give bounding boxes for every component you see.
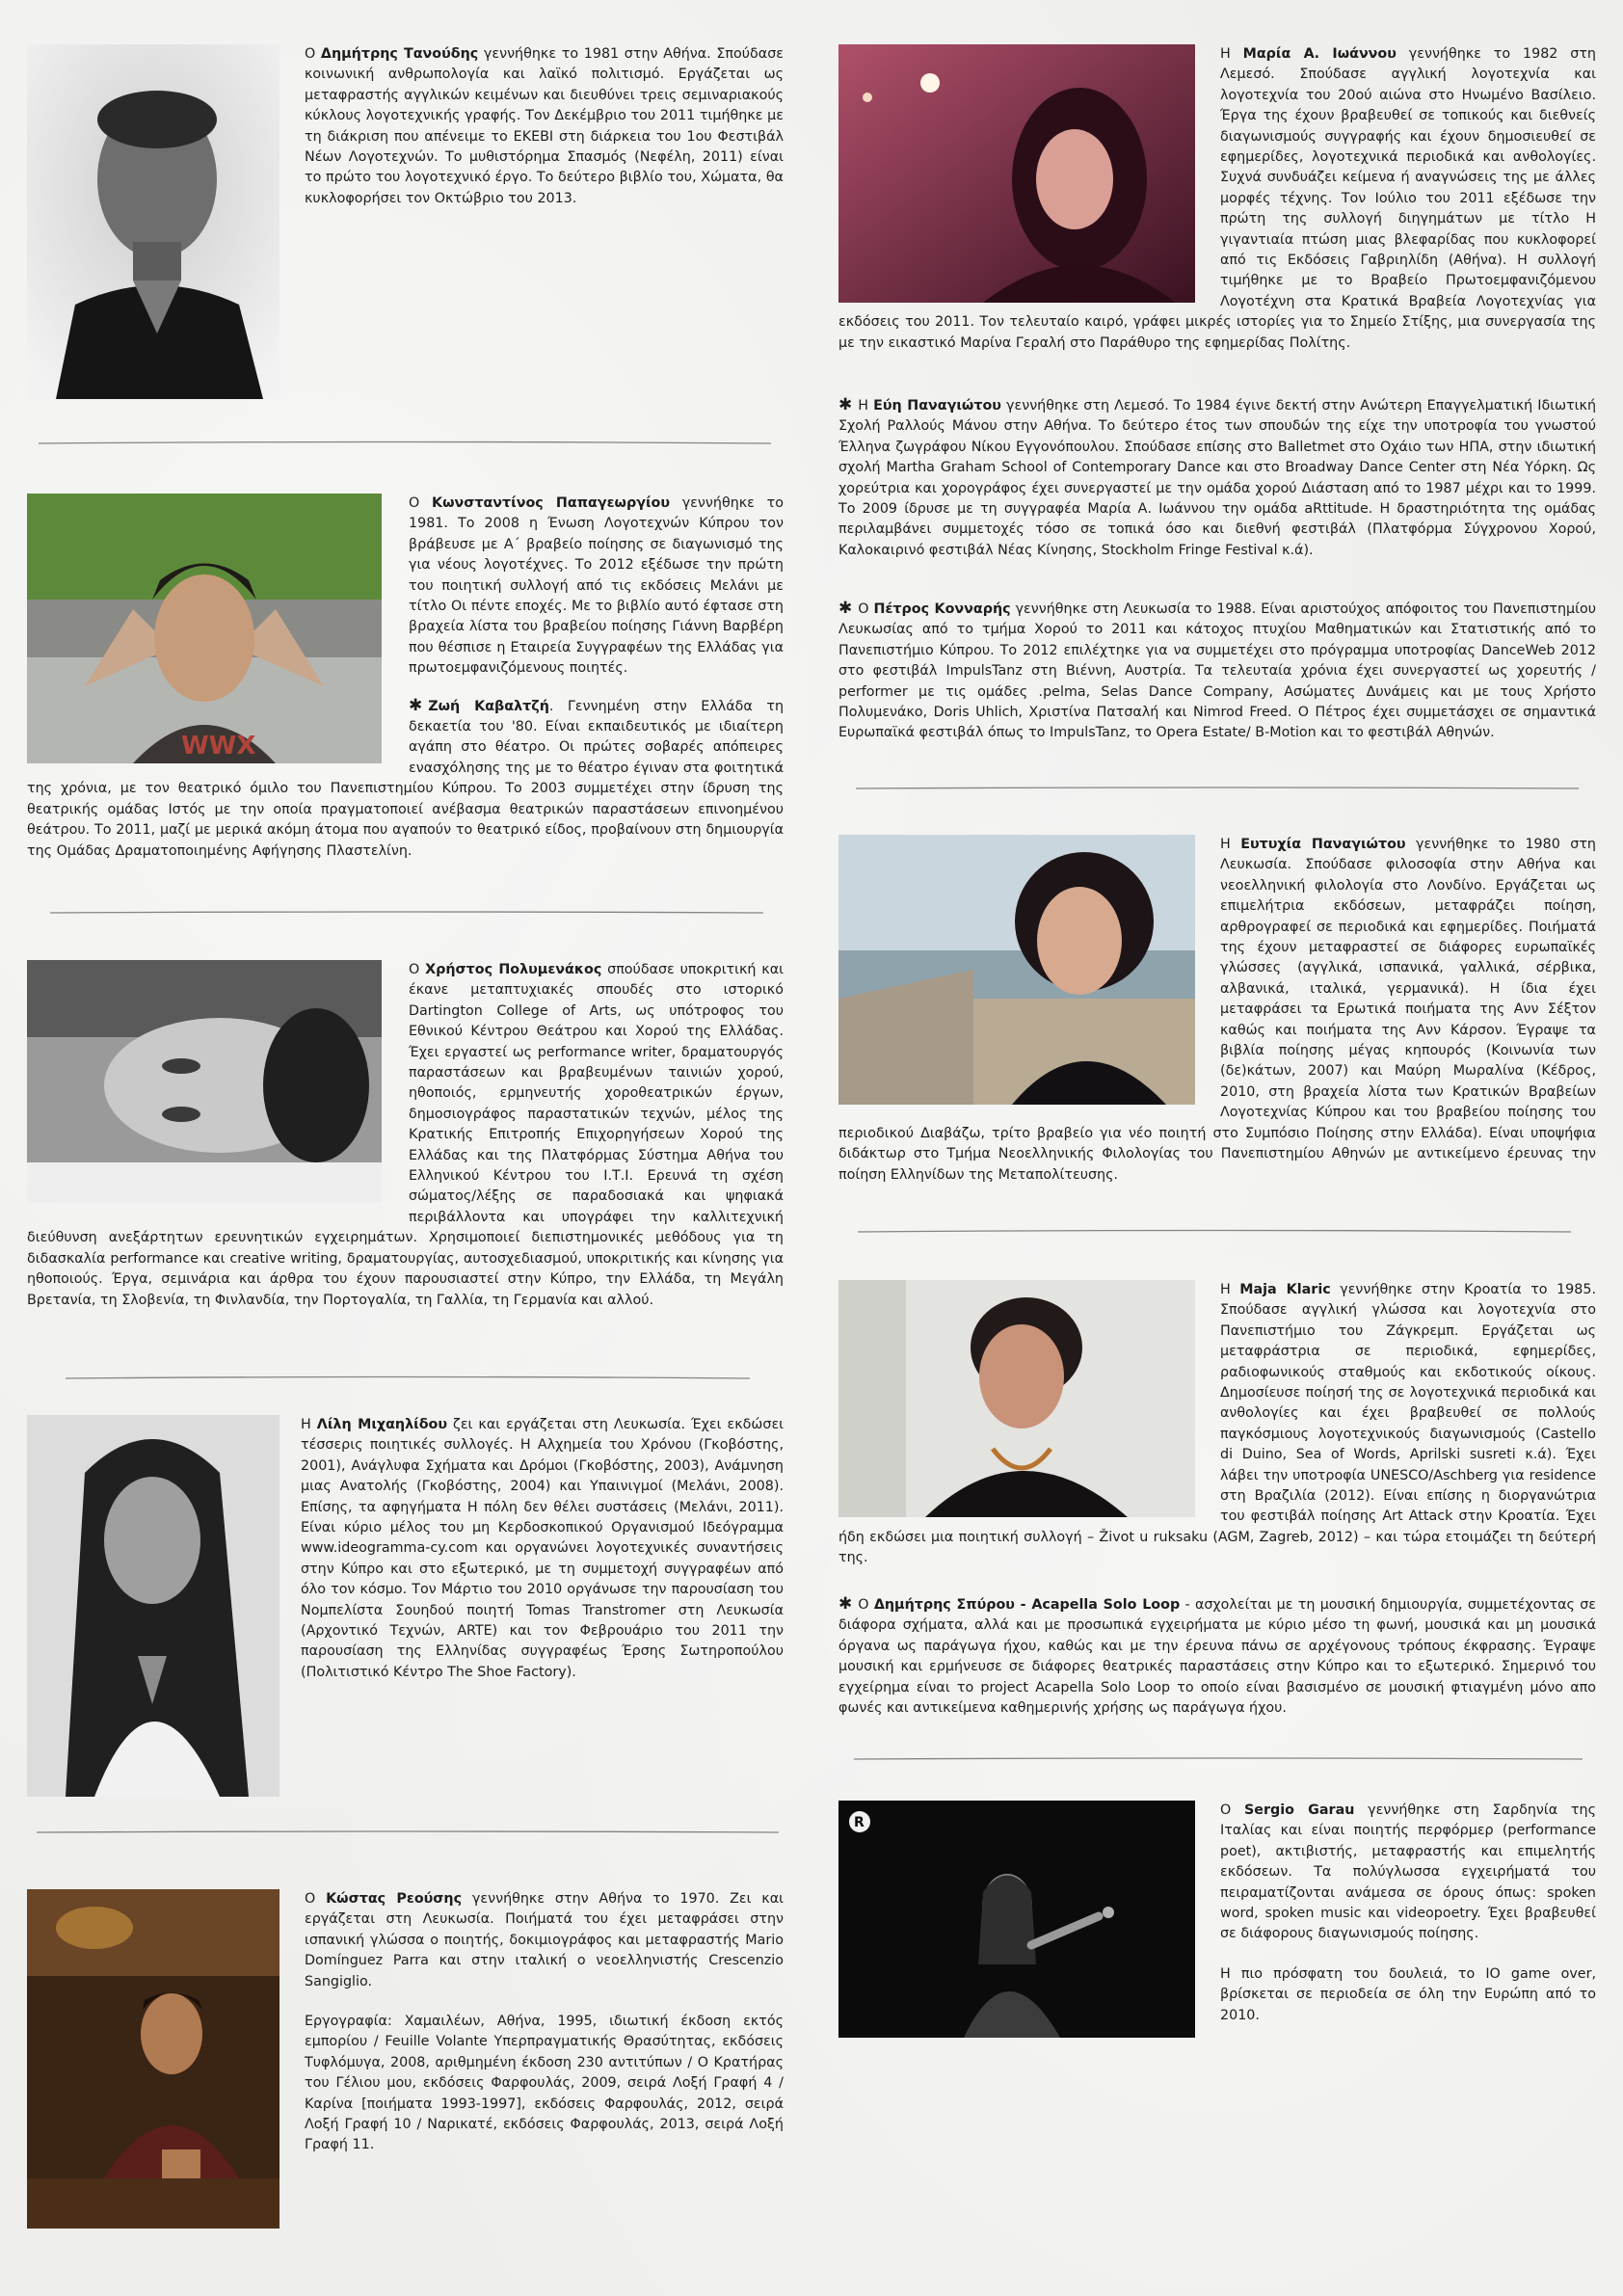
bio-extra: Η πιο πρόσφατη του δουλειά, το IO game over, βρίσκεται σε περιοδεία σε όλη την Ευρώπη από το 2010. — [1220, 1965, 1596, 2023]
photo-reousis — [27, 1889, 279, 2229]
photo-tanoudis — [27, 44, 279, 399]
photo-sergio-garau — [838, 1801, 1195, 2038]
photo-maja-klaric — [838, 1280, 1195, 1517]
bio-ioannou: Η Μαρία Α. Ιωάννου γεννήθηκε το 1982 στη Λεμεσό. Σπούδασε αγγλική λογοτεχνία και λογοτεχνία του 20ού αιώνα στο Ηνωμένο Βασίλειο. Έργα της έχουν βραβευθεί σε τοπικούς και διεθνείς διαγωνισμούς συγγραφής και έχουν δημοσιευθεί σε εφημερίδες, λογοτεχνικά περιοδικά και ανθολογίες. Συχνά συνδυάζει κείμενα ή αναγνώσεις της με άλλες μορφές τέχνης. Τον Ιούλιο του 2011 εξέδωσε την πρώτη της συλλογή διηγημάτων με τίτλο Η γιγαντιαία πτώση μιας βλεφαρίδας που κυκλοφορεί από τις Εκδόσεις Γαβριηλίδη (Αθήνα). Η συλλογή τιμήθηκε με το Βραβείο Πρωτοεμφανιζόμενου Λογοτέχνη στα Κρατικά Βραβεία Λογοτεχνίας για εκδόσεις του 2011. Τον τελευταίο καιρό, γράφει μικρές ιστορίες για το Σημείο Στίξης, μια συνεργασία της με την εικαστικό Μαρίνα Γεραλή στο Παράθυρο της εφημερίδας Πολίτης. — [838, 46, 1596, 351]
photo-eftychia-panagiotou — [838, 835, 1195, 1105]
divider — [66, 1375, 750, 1377]
author-name: Ευτυχία Παναγιώτου — [1240, 837, 1406, 852]
author-name: Εύη Παναγιώτου — [873, 398, 1001, 414]
star-icon: ✱ — [409, 695, 423, 715]
photo-papageorgiou — [27, 494, 382, 763]
author-name: Ζωή Καβαλτζή — [428, 698, 549, 714]
author-name: Maja Klaric — [1239, 1282, 1331, 1297]
bio-maja-klaric: Η Maja Klaric γεννήθηκε στην Κροατία το 1985. Σπούδασε αγγλική γλώσσα και λογοτεχνία στο Πανεπιστήμιο του Ζάγκρεμπ. Εργάζεται ως μεταφράστρια σε περιοδικά, εφημερίδες, ραδιοφωνικούς σταθμούς και εκδοτικούς οίκους. Δημοσίευσε ποίησή της σε λογοτεχνικά περιοδικά και ανθολογίες και έχει βραβευθεί σε πολλούς παγκόσμιους λογοτεχνικούς διαγωνισμούς (Castello di Duino, Sea of Words, Aprilski susreti κ.ά). Έχει λάβει την υποτροφία UNESCO/Aschberg για residence στη Βραζιλία (2012). Είναι επίσης η διοργανώτρια του φεστιβάλ ποίησης Art Attack στην Κροατία. Έχει ήδη εκδώσει μια ποιητική συλλογή – Život u ruksaku (AGM, Zagreb, 2012) – και τώρα ετοιμάζει τη δεύτερή της. — [838, 1282, 1596, 1566]
star-icon: ✱ — [838, 395, 853, 414]
author-name: Δημήτρης Σπύρου - Acapella Solo Loop — [873, 1597, 1181, 1613]
author-name: Κώστας Ρεούσης — [326, 1891, 463, 1907]
divider — [50, 910, 763, 912]
star-icon: ✱ — [838, 599, 853, 618]
photo-michailidou — [27, 1415, 279, 1797]
bibliography: Εργογραφία: Χαμαιλέων, Αθήνα, 1995, ιδιωτική έκδοση εκτός εμπορίου / Feuille Volante Υπερπραγματικής Θρασύτητας, εκδόσεις Τυφλόμυγα, 2008, αριθμημένη έκδοση 230 αντιτύπων / Ο Κρατήρας του Γέλιου μου, εκδόσεις Φαρφουλάς, 2009, σειρά Λοξή Γραφή 4 / Καρίνα [ποιήματα 1993-1997], εκδόσεις Φαρφουλάς, 2012, σειρά Λοξή Γραφή 10 / Ναρικατέ, εκδόσεις Φαρφουλάς, 2013, σειρά Λοξή Γραφή 11. — [305, 2014, 784, 2153]
bio-konnaris: ✱ Ο Πέτρος Κονναρής γεννήθηκε στη Λευκωσία το 1988. Είναι αριστούχος απόφοιτος του Πανεπιστημίου Λευκωσίας από το τμήμα Χορού το 2011 και κάτοχος πτυχίου Μαθηματικών και Στατιστικής από το Πανεπιστήμιο Κύπρου. Το 2012 επιλέχτηκε για να συμμετέχει στο πρόγραμμα υποτροφίας DanceWeb 2012 στο φεστιβάλ ImpulsTanz στη Βιέννη, Αυστρία. Τα τελευταία χρόνια έχει συνεργαστεί ως χορευτής / performer με τις ομάδες .pelma, Selas Dance Company, Ασώματες Δυνάμεις και με τους Χρήστο Πολυμενάκο, Doris Uhlich, Χριστίνα Πατσαλή και Nimrod Freed. Ο Πέτρος έχει συμμετάσχει σε σημαντικά Ευρωπαϊκά φεστιβάλ όπως το ImpulsTanz, το Opera Estate/ B-Motion και το φεστιβάλ Αθηνών. — [838, 599, 1596, 741]
bio-spyrou: ✱ Ο Δημήτρης Σπύρου - Acapella Solo Loop - ασχολείται με τη μουσική δημιουργία, συμμετέχοντας σε διάφορα σχήματα, αλλά και με προσωπικά εγχειρήματα με κύριο μέσο τη φωνή, μουσικά και μη μουσικά όργανα ως παράγωγα ήχου, καθώς και με την έρευνα πάνω σε αρχέγονους τρόπους έκφρασης. Έγραψε μουσική και ερμήνευσε σε διάφορες θεατρικές παραστάσεις στην Κύπρο και το εξωτερικό. Σημερινό του εγχείρημα είναι το project Acapella Solo Loop το οποίο είναι βασισμένο σε μουσική φτιαγμένη μόνο απο φωνές και αντικείμενα καθημερινής χρήσης ως παράγωγα ήχου. — [838, 1594, 1596, 1717]
bio-eftychia-panagiotou: Η Ευτυχία Παναγιώτου γεννήθηκε το 1980 στη Λευκωσία. Σπούδασε φιλοσοφία στην Αθήνα και νεοελληνική φιλολογία στο Λονδίνο. Εργάζεται ως επιμελήτρια εκδόσεων, μεταφράζει ποίηση, αρθρογραφεί σε περιοδικά και εφημερίδες. Ποιήματά της έχουν μεταφραστεί σε διάφορες ευρωπαϊκές γλώσσες (αγγλικά, ισπανικά, γαλλικά, σέρβικα, αλβανικά, ιταλικά, γερμανικά). Η ίδια έχει μεταφράσει τα Ερωτικά ποιήματα της Ανν Σέξτον καθώς και ποιήματα της Ανν Κάρσον. Έγραψε τα βιβλία ποίησης μέγας κηπουρός (Κοινωνία των (δε)κάτων, 2007) και Μαύρη Μωραλίνα (Κέδρος, 2010, στη βραχεία λίστα των Κρατικών Βραβείων Λογοτεχνίας Κύπρου και του βραβείου ποίησης του περιοδικού Διαβάζω, τρίτο βραβείο για νέο ποιητή στο Συμπόσιο Ποίησης στην Ελλάδα). Είναι υποψήφια διδάκτωρ στο Τμήμα Νεοελληνικής Φιλολογίας του Πανεπιστημίου Αθηνών με αντικείμενο έρευνας την ποίηση Ελληνίδων της Μεταπολίτευσης. — [838, 837, 1596, 1183]
bio-sergio-garau: R Ο Sergio Garau γεννήθηκε στη Σαρδηνία της Ιταλίας και είναι ποιητής περφόρμερ (performance poet), ακτιβιστής, μεταφραστής και επιμελητής εκδόσεων. Τα πολύγλωσσα εγχειρήματά του πειραματίζονται ανάμεσα σε όρους όπως: spoken word, spoken music και videopoetry. Έχει βραβευθεί σε διάφορους διαγωνισμούς ποίησης. Η πιο πρόσφατη του δουλειά, το IO game over, βρίσκεται σε περιοδεία σε όλη την Ευρώπη από το 2010. — [838, 1801, 1596, 2043]
divider — [37, 1829, 779, 1831]
svg-text:R: R — [854, 1815, 865, 1830]
bio-evi-panagiotou: ✱ Η Εύη Παναγιώτου γεννήθηκε στη Λεμεσό. Το 1984 έγινε δεκτή στην Ανώτερη Επαγγελματική Ιδιωτική Σχολή Ραλλούς Μάνου στην Αθήνα. Το δεύτερο έτος των σπουδών της είχε την υποτροφία του γνωστού Έλληνα ζωγράφου Νίκου Εγγονόπουλου. Σπούδασε επίσης στο Balletmet στο Οχάιο των ΗΠΑ, στην ιδιωτική σχολή Martha Graham School of Contemporary Dance και στο Broadway Dance Center στη Νέα Υόρκη. Ως χορεύτρια και χορογράφος έχει συνεργαστεί με την ομάδα χορού Διάσταση από το 1987 μέχρι και το 1999. Το 2009 ίδρυσε με τη συγγραφέα Μαρία Α. Ιωάννου την ομάδα aRttitude. Η δραστηριότητα της ομάδας περιλαμβάνει συμμετοχές τόσο σε τοπικά όσο και διεθνή φεστιβάλ (Πλατφόρμα Σύγχρονου Χορού, Καλοκαιρινό φεστιβάλ Νέας Κίνησης, Stockholm Fringe Festival κ.ά). — [838, 395, 1597, 558]
divider — [858, 1229, 1571, 1231]
author-name: Sergio Garau — [1244, 1802, 1355, 1818]
divider — [39, 441, 771, 442]
divider — [856, 786, 1579, 788]
bio-tanoudis: Ο Δημήτρης Τανούδης γεννήθηκε το 1981 στην Αθήνα. Σπούδασε κοινωνική ανθρωπολογία και λαϊκό πολιτισμό. Εργάζεται ως μεταφραστής αγγλικών κειμένων και διευθύνει τρεις σεμιναριακούς κύκλους λογοτεχνικής γραφής. Τον Δεκέμβριο του 2011 τιμήθηκε με τη διάκριση που απένειμε το ΕΚΕΒΙ στη διάρκεια του 1ου Φεστιβάλ Νέων Λογοτεχνών. Το μυθιστόρημα Σπασμός (Νεφέλη, 2011) είναι το πρώτο του λογοτεχνικό έργο. Το δεύτερο βιβλίο του, Χώματα, θα κυκλοφορήσει τον Οκτώβριο του 2013. — [27, 44, 784, 405]
photo-ioannou — [838, 44, 1195, 303]
divider — [854, 1756, 1583, 1758]
svg-text:WWX: WWX — [181, 732, 256, 761]
bio-reousis: Ο Κώστας Ρεούσης γεννήθηκε στην Αθήνα το 1970. Ζει και εργάζεται στη Λευκωσία. Ποιήματά του έχει μεταφράσει στην ισπανική γλώσσα ο ποιητής, δοκιμιογράφος και μεταφραστής Mario Domínguez Parra και στην ιταλική ο νεοελληνιστής Crescenzio Sangiglio. Εργογραφία: Χαμαιλέων, Αθήνα, 1995, ιδιωτική έκδοση εκτός εμπορίου / Feuille Volante Υπερπραγματικής Θρασύτητας, εκδόσεις Τυφλόμυγα, 2008, αριθμημένη έκδοση 230 αντιτύπων / Ο Κρατήρας του Γέλιου μου, εκδόσεις Φαρφουλάς, 2009, σειρά Λοξή Γραφή 4 / Καρίνα [ποιήματα 1993-1997], εκδόσεις Φαρφουλάς, 2012, σειρά Λοξή Γραφή 10 / Ναρικατέ, εκδόσεις Φαρφουλάς, 2013, σειρά Λοξή Γραφή 11. — [27, 1889, 784, 2234]
bio-papageorgiou: WWX Ο Κωνσταντίνος Παπαγεωργίου γεννήθηκε το 1981. Το 2008 η Ένωση Λογοτεχνών Κύπρου τον βράβευσε με Α΄ βραβείο ποίησης σε διαγωνισμό της για νέους λογοτέχνες. Το 2012 εξέδωσε την πρώτη του ποιητική συλλογή από τις εκδόσεις Μελάνι με τίτλο Οι πέντε εποχές. Με το βιβλίο αυτό έφτασε στη βραχεία λίστα του βραβείου ποίησης Γιάννη Βαρβέρη που θέσπισε η Εταιρεία Συγγραφέων της Ελλάδας για πρωτοεμφανιζόμενους ποιητές. ✱ Ζωή Καβαλτζή. Γεννημένη στην Ελλάδα τη δεκαετία του '80. Είναι εκπαιδευτικός με ιδιαίτερη αγάπη στο θέατρο. Οι πρώτες σοβαρές απόπειρες ενασχόλησης της με το θέατρο έγιναν στα φοιτητικά της χρόνια, με τον θεατρικό όμιλο του Πανεπιστημίου Κύπρου. Το 2003 συμμετέχει στην ίδρυση της θεατρικής ομάδας Ιστός με την οποία πραγματοποιεί ανέβασμα θεατρικών παραστάσεων επινοημένου θεάτρου. Το 2011, μαζί με μερικά ακόμη άτομα που αγαπούν το θεατρικό είδος, προβαίνουν στη δημιουργία της Ομάδας Δραματοποιημένης Αφήγησης Πλαστελίνη. — [27, 495, 785, 859]
bio-polymenakos: Ο Χρήστος Πολυμενάκος σπούδασε υποκριτική και έκανε μεταπτυχιακές σπουδές στο ιστορικό Dartington College of Arts, ως υπότροφος του Εθνικού Κέντρου Θεάτρου και Χορού της Ελλάδας. Έχει εργαστεί ως performance writer, δραματουργός παραστάσεων και βραβευμένων ταινιών χορού, ηθοποιός, ερμηνευτής χοροθεατρικών έργων, δημοσιογράφος παραστατικών τεχνών, μέλος της Κρατικής Επιτροπής Επιχορηγήσεων Χορού της Ελλάδας και της Πλατφόρμας Σύστημα Αθήνα του Ελληνικού Κέντρου του Ι.Τ.Ι. Ερευνά τη σχέση σώματος/λέξης σε παραδοσιακά και ψηφιακά περιβάλλοντα και υπογράφει την καλλιτεχνική διεύθυνση ανεξάρτητων ερευνητικών εγχειρημάτων. Χρησιμοποιεί διεπιστημονικές μεθόδους για τη διδασκαλία performance και creative writing, δραματουργίας, αυτοσχεδιασμού, υποκριτικής και κίνησης για ηθοποιούς. Έργα, σεμινάρια και άρθρα του έχουν παρουσιαστεί στην Κύπρο, την Ελλάδα, τη Μεγάλη Βρετανία, τη Σλοβενία, τη Φινλανδία, την Πορτογαλία, τη Γαλλία, τη Γερμανία και αλλού. — [27, 962, 784, 1308]
author-name: Χρήστος Πολυμενάκος — [425, 962, 602, 977]
bio-michailidou: Η Λίλη Μιχαηλίδου ζει και εργάζεται στη Λευκωσία. Έχει εκδώσει τέσσερις ποιητικές συλλογές. Η Αλχημεία του Χρόνου (Γκοβόστης, 2001), Ανάγλυφα Σχήματα και Δρόμοι (Γκοβόστης, 2003), Ανάμνηση μιας Ανατολής (Γκοβόστης, 2004) και Υπαινιγμοί (Μελάνι, 2008). Επίσης, τα αφηγήματα Η πόλη δεν θέλει συστάσεις (Μελάνι, 2011). Είναι κύριο μέλος του μη Κερδοσκοπικού Οργανισμού Ιδεόγραμμα www.ideogramma-cy.com και οργανώνει λογοτεχνικές συναντήσεις στην Κύπρο και στο εξωτερικό, με τη συμμετοχή συγγραφέων από όλο τον κόσμο. Τον Μάρτιο του 2010 οργάνωσε την παρουσίαση του Νομπελίστα Σουηδού ποιητή Tomas Transtromer στη Λευκωσία (Αρχοντικό Τεχνών, ARTE) και τον Φεβρουάριο του 2011 την παρουσίαση της Ελληνίδας συγγραφέως Έρσης Σωτηροπούλου (Πολιτιστικό Κέντρο The Shoe Factory). — [27, 1415, 784, 1802]
photo-polymenakos — [27, 960, 382, 1203]
author-name: Πέτρος Κονναρής — [873, 601, 1011, 617]
author-name: Λίλη Μιχαηλίδου — [316, 1417, 448, 1432]
author-name: Κωνσταντίνος Παπαγεωργίου — [431, 495, 670, 511]
author-name: Δημήτρης Τανούδης — [320, 46, 479, 62]
author-name: Μαρία Α. Ιωάννου — [1242, 46, 1397, 62]
star-icon: ✱ — [838, 1594, 853, 1614]
